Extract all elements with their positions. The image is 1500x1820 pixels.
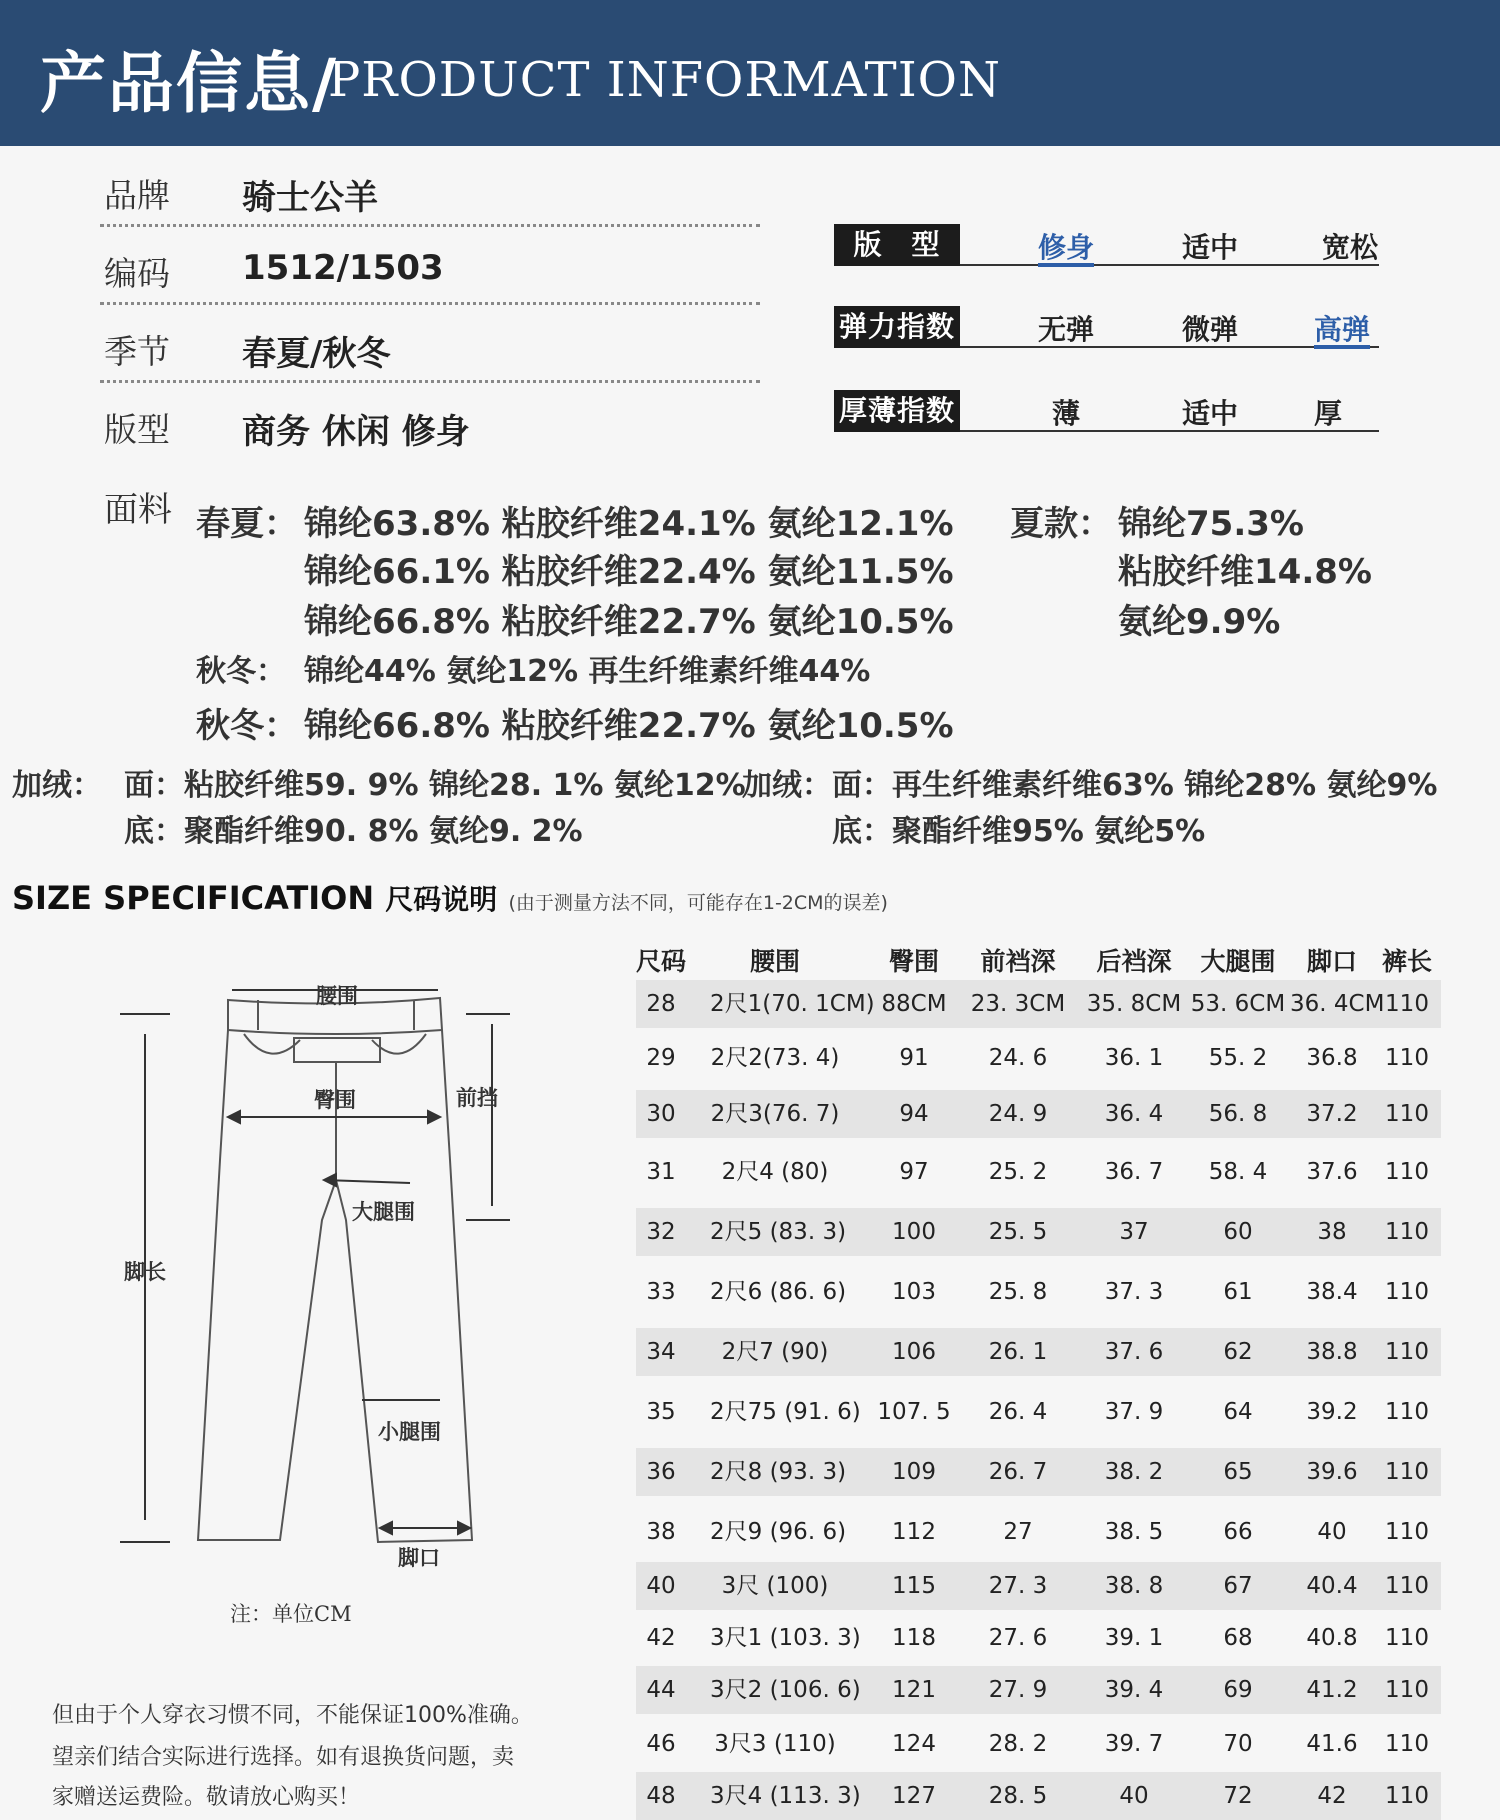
- table-cell: 110: [1385, 1459, 1429, 1485]
- info-value: 骑士公羊: [242, 178, 378, 218]
- table-cell: 56. 8: [1208, 1101, 1268, 1127]
- table-cell: 36. 4: [1104, 1101, 1164, 1127]
- index-option: 薄: [1052, 397, 1081, 430]
- size-spec-title-en: SIZE SPECIFICATION: [12, 879, 375, 917]
- disclaimer-line: 家赠送运费险。敬请放心购买！: [52, 1785, 361, 1810]
- fabric-summer-line: 氨纶9.9%: [1118, 602, 1281, 642]
- table-row: [636, 1328, 1441, 1376]
- table-header: 后裆深: [1096, 947, 1172, 976]
- table-row: [636, 1448, 1441, 1496]
- info-value: 春夏/秋冬: [242, 334, 391, 374]
- table-cell: 38. 8: [1104, 1573, 1164, 1599]
- table-cell: 40: [1317, 1519, 1347, 1545]
- index-option: 微弹: [1182, 313, 1239, 346]
- info-row-brand: [100, 160, 760, 227]
- table-cell: 60: [1223, 1219, 1253, 1245]
- table-cell: 2尺2(73. 4): [710, 1045, 840, 1071]
- table-cell: 39. 4: [1104, 1677, 1164, 1703]
- fabric-spring-label: 春夏：: [196, 504, 298, 544]
- fabric-autumn-line: 锦纶44% 氨纶12% 再生纤维素纤维44%: [304, 654, 871, 689]
- info-value: 1512/1503: [242, 248, 444, 288]
- table-cell: 106: [892, 1339, 936, 1365]
- index-elasticity: [834, 306, 1379, 356]
- table-cell: 103: [892, 1279, 936, 1305]
- size-spec-title: [12, 878, 888, 918]
- table-cell: 38: [1317, 1219, 1347, 1245]
- table-header: 腰围: [749, 947, 800, 976]
- fleece-left-base: 底：聚酯纤维90. 8% 氨纶9. 2%: [124, 814, 583, 849]
- table-cell: 29: [646, 1045, 676, 1071]
- table-cell: 2尺9 (96. 6): [710, 1519, 847, 1545]
- fabric-autumn-label: 秋冬：: [196, 706, 298, 746]
- table-cell: 110: [1385, 1625, 1429, 1651]
- unit-note: 注：单位CM: [230, 1602, 352, 1626]
- fly-panel: [294, 1038, 380, 1062]
- fabric-summer-line: 锦纶75.3%: [1118, 504, 1304, 544]
- table-cell: 35: [646, 1399, 676, 1425]
- table-cell: 38: [646, 1519, 676, 1545]
- table-cell: 27. 9: [988, 1677, 1048, 1703]
- fleece-label: 加绒：: [12, 768, 102, 803]
- header-title-cn: 产品信息/: [40, 45, 339, 122]
- size-spec-note: (由于测量方法不同，可能存在1-2CM的误差): [508, 892, 888, 914]
- table-cell: 39. 1: [1104, 1625, 1164, 1651]
- label-thigh: 大腿围: [352, 1200, 415, 1224]
- disclaimer-line: 但由于个人穿衣习惯不同，不能保证100%准确。: [52, 1703, 533, 1728]
- table-cell: 91: [899, 1045, 929, 1071]
- table-cell: 3尺4 (113. 3): [710, 1783, 861, 1809]
- fabric-spring-line: 锦纶63.8% 粘胶纤维24.1% 氨纶12.1%: [304, 504, 954, 544]
- info-row-fit: [100, 394, 760, 458]
- table-cell: 97: [899, 1159, 929, 1185]
- table-cell: 36.8: [1306, 1045, 1358, 1071]
- table-cell: 70: [1223, 1731, 1253, 1757]
- table-cell: 32: [646, 1219, 676, 1245]
- table-cell: 118: [892, 1625, 936, 1651]
- table-cell: 3尺 (100): [721, 1573, 829, 1599]
- table-cell: 115: [892, 1573, 936, 1599]
- table-cell: 44: [646, 1677, 676, 1703]
- table-cell: 31: [646, 1159, 676, 1185]
- table-cell: 110: [1385, 1101, 1429, 1127]
- fabric-spring-line: 锦纶66.8% 粘胶纤维22.7% 氨纶10.5%: [304, 602, 954, 642]
- table-cell: 25. 8: [988, 1279, 1048, 1305]
- label-front-rise: 前挡: [456, 1086, 498, 1110]
- table-row: [636, 1268, 1441, 1316]
- table-cell: 110: [1385, 1045, 1429, 1071]
- table-cell: 3尺1 (103. 3): [710, 1625, 861, 1651]
- table-cell: 110: [1385, 1519, 1429, 1545]
- table-cell: 34: [646, 1339, 676, 1365]
- table-cell: 109: [892, 1459, 936, 1485]
- info-label: 品牌: [104, 176, 170, 215]
- table-cell: 72: [1223, 1783, 1253, 1809]
- table-row: [636, 1508, 1441, 1556]
- header-title-en: PRODUCT INFORMATION: [328, 52, 1001, 108]
- info-row-season: [100, 316, 760, 383]
- fabric-summer-label: 夏款：: [1010, 504, 1112, 544]
- fabric-autumn-line: 锦纶66.8% 粘胶纤维22.7% 氨纶10.5%: [304, 706, 954, 746]
- index-option: 修身: [1038, 231, 1095, 264]
- table-cell: 121: [892, 1677, 936, 1703]
- index-option: 适中: [1182, 231, 1239, 264]
- table-cell: 35. 8CM: [1086, 991, 1182, 1017]
- table-cell: 110: [1385, 991, 1429, 1017]
- table-cell: 2尺1(70. 1CM): [710, 991, 875, 1017]
- table-cell: 68: [1223, 1625, 1253, 1651]
- table-cell: 26. 7: [988, 1459, 1048, 1485]
- table-cell: 38.4: [1306, 1279, 1358, 1305]
- table-header: 大腿围: [1200, 947, 1276, 976]
- table-row: [636, 1720, 1441, 1768]
- fabric-label: 面料: [104, 490, 172, 530]
- table-cell: 110: [1385, 1339, 1429, 1365]
- table-cell: 100: [892, 1219, 936, 1245]
- table-cell: 26. 1: [988, 1339, 1048, 1365]
- table-row: [636, 1090, 1441, 1138]
- label-hip: 臀围: [314, 1088, 356, 1112]
- table-cell: 25. 2: [988, 1159, 1048, 1185]
- table-cell: 27. 6: [988, 1625, 1048, 1651]
- table-cell: 88CM: [881, 991, 947, 1017]
- table-cell: 55. 2: [1208, 1045, 1268, 1071]
- index-option: 高弹: [1314, 313, 1371, 346]
- table-cell: 37.2: [1306, 1101, 1358, 1127]
- label-hem: 脚口: [398, 1546, 440, 1570]
- table-cell: 110: [1385, 1219, 1429, 1245]
- table-cell: 112: [892, 1519, 936, 1545]
- table-cell: 2尺5 (83. 3): [710, 1219, 847, 1245]
- table-row: [636, 1148, 1441, 1196]
- table-cell: 48: [646, 1783, 676, 1809]
- table-cell: 38.8: [1306, 1339, 1358, 1365]
- table-cell: 46: [646, 1731, 676, 1757]
- table-cell: 110: [1385, 1731, 1429, 1757]
- table-cell: 28. 2: [988, 1731, 1048, 1757]
- table-cell: 28. 5: [988, 1783, 1048, 1809]
- index-thickness: [834, 390, 1379, 440]
- left-pocket: [244, 1034, 300, 1054]
- table-cell: 64: [1223, 1399, 1253, 1425]
- table-cell: 41.2: [1306, 1677, 1358, 1703]
- table-cell: 39. 7: [1104, 1731, 1164, 1757]
- table-cell: 110: [1385, 1783, 1429, 1809]
- right-leg-outline: [336, 1030, 472, 1542]
- table-cell: 69: [1223, 1677, 1253, 1703]
- table-cell: 65: [1223, 1459, 1253, 1485]
- table-cell: 110: [1385, 1399, 1429, 1425]
- index-option: 无弹: [1038, 313, 1095, 346]
- table-cell: 37: [1119, 1219, 1149, 1245]
- table-cell: 36: [646, 1459, 676, 1485]
- table-cell: 36. 4CM: [1290, 991, 1385, 1017]
- table-cell: 3尺3 (110): [714, 1731, 836, 1757]
- table-cell: 24. 9: [988, 1101, 1048, 1127]
- table-cell: 42: [1317, 1783, 1347, 1809]
- label-waist: 腰围: [316, 984, 358, 1008]
- table-cell: 107. 5: [877, 1399, 951, 1425]
- table-cell: 94: [899, 1101, 929, 1127]
- table-cell: 110: [1385, 1279, 1429, 1305]
- table-cell: 2尺3(76. 7): [710, 1101, 840, 1127]
- fleece-left-face: 面：粘胶纤维59. 9% 锦纶28. 1% 氨纶12%: [124, 768, 746, 803]
- table-cell: 53. 6CM: [1190, 991, 1286, 1017]
- index-line: [960, 264, 1379, 266]
- table-cell: 27. 3: [988, 1573, 1048, 1599]
- table-cell: 40: [646, 1573, 676, 1599]
- fabric-autumn-label: 秋冬：: [196, 654, 286, 689]
- table-cell: 37.6: [1306, 1159, 1358, 1185]
- table-cell: 2尺75 (91. 6): [710, 1399, 861, 1425]
- pants-diagram: [110, 980, 510, 1580]
- table-cell: 42: [646, 1625, 676, 1651]
- table-cell: 27: [1003, 1519, 1033, 1545]
- fabric-summer-line: 粘胶纤维14.8%: [1118, 552, 1372, 592]
- info-label: 版型: [104, 410, 170, 449]
- table-row: [636, 1208, 1441, 1256]
- table-header: 脚口: [1306, 947, 1357, 976]
- table-cell: 40.4: [1306, 1573, 1358, 1599]
- index-tag: 弹力指数: [834, 306, 960, 348]
- table-row: [636, 1772, 1441, 1820]
- table-cell: 41.6: [1306, 1731, 1358, 1757]
- table-cell: 37. 6: [1104, 1339, 1164, 1365]
- table-cell: 40: [1119, 1783, 1149, 1809]
- table-cell: 36. 7: [1104, 1159, 1164, 1185]
- table-cell: 62: [1223, 1339, 1253, 1365]
- size-spec-title-cn: 尺码说明: [385, 883, 498, 916]
- table-cell: 38. 2: [1104, 1459, 1164, 1485]
- table-cell: 58. 4: [1208, 1159, 1268, 1185]
- table-row: [636, 1614, 1441, 1662]
- fabric-spring-line: 锦纶66.1% 粘胶纤维22.4% 氨纶11.5%: [304, 552, 954, 592]
- index-fit: [834, 224, 1379, 274]
- table-cell: 67: [1223, 1573, 1253, 1599]
- table-cell: 23. 3CM: [970, 991, 1066, 1017]
- info-value: 商务 休闲 修身: [242, 412, 470, 452]
- label-calf: 小腿围: [378, 1420, 441, 1444]
- table-cell: 37. 3: [1104, 1279, 1164, 1305]
- table-cell: 124: [892, 1731, 936, 1757]
- table-header: 裤长: [1381, 947, 1432, 976]
- table-cell: 2尺7 (90): [721, 1339, 829, 1365]
- header-banner: [0, 0, 1500, 146]
- table-row: [636, 1666, 1441, 1714]
- table-cell: 2尺6 (86. 6): [710, 1279, 847, 1305]
- table-cell: 25. 5: [988, 1219, 1048, 1245]
- table-row: [636, 1034, 1441, 1082]
- table-cell: 66: [1223, 1519, 1253, 1545]
- table-cell: 2尺8 (93. 3): [710, 1459, 847, 1485]
- table-cell: 39.2: [1306, 1399, 1358, 1425]
- info-label: 季节: [104, 332, 170, 371]
- table-cell: 37. 9: [1104, 1399, 1164, 1425]
- table-cell: 110: [1385, 1573, 1429, 1599]
- fleece-right-face: 加绒：面：再生纤维素纤维63% 锦纶28% 氨纶9%: [742, 768, 1438, 803]
- index-option: 宽松: [1322, 231, 1379, 264]
- table-cell: 36. 1: [1104, 1045, 1164, 1071]
- table-cell: 40.8: [1306, 1625, 1358, 1651]
- index-tag: 版 型: [834, 224, 960, 266]
- table-header: 臀围: [888, 947, 939, 976]
- table-row: [636, 980, 1441, 1028]
- info-row-code: [100, 238, 760, 305]
- table-row: [636, 1562, 1441, 1610]
- disclaimer-line: 望亲们结合实际进行选择。如有退换货问题，卖: [52, 1745, 515, 1770]
- table-cell: 26. 4: [988, 1399, 1048, 1425]
- label-length: 脚长: [124, 1260, 166, 1284]
- index-tag: 厚薄指数: [834, 390, 960, 432]
- table-cell: 30: [646, 1101, 676, 1127]
- table-cell: 28: [646, 991, 676, 1017]
- table-cell: 33: [646, 1279, 676, 1305]
- index-option: 适中: [1182, 397, 1239, 430]
- table-header: 前裆深: [980, 947, 1056, 976]
- table-cell: 61: [1223, 1279, 1253, 1305]
- table-cell: 39.6: [1306, 1459, 1358, 1485]
- table-cell: 110: [1385, 1677, 1429, 1703]
- table-cell: 38. 5: [1104, 1519, 1164, 1545]
- table-header: 尺码: [636, 947, 687, 976]
- index-option: 厚: [1314, 397, 1343, 430]
- fleece-right-base: 底：聚酯纤维95% 氨纶5%: [832, 814, 1206, 849]
- table-cell: 110: [1385, 1159, 1429, 1185]
- table-cell: 24. 6: [988, 1045, 1048, 1071]
- table-cell: 3尺2 (106. 6): [710, 1677, 861, 1703]
- table-cell: 127: [892, 1783, 936, 1809]
- info-label: 编码: [104, 254, 170, 293]
- table-row: [636, 1388, 1441, 1436]
- table-cell: 2尺4 (80): [721, 1159, 829, 1185]
